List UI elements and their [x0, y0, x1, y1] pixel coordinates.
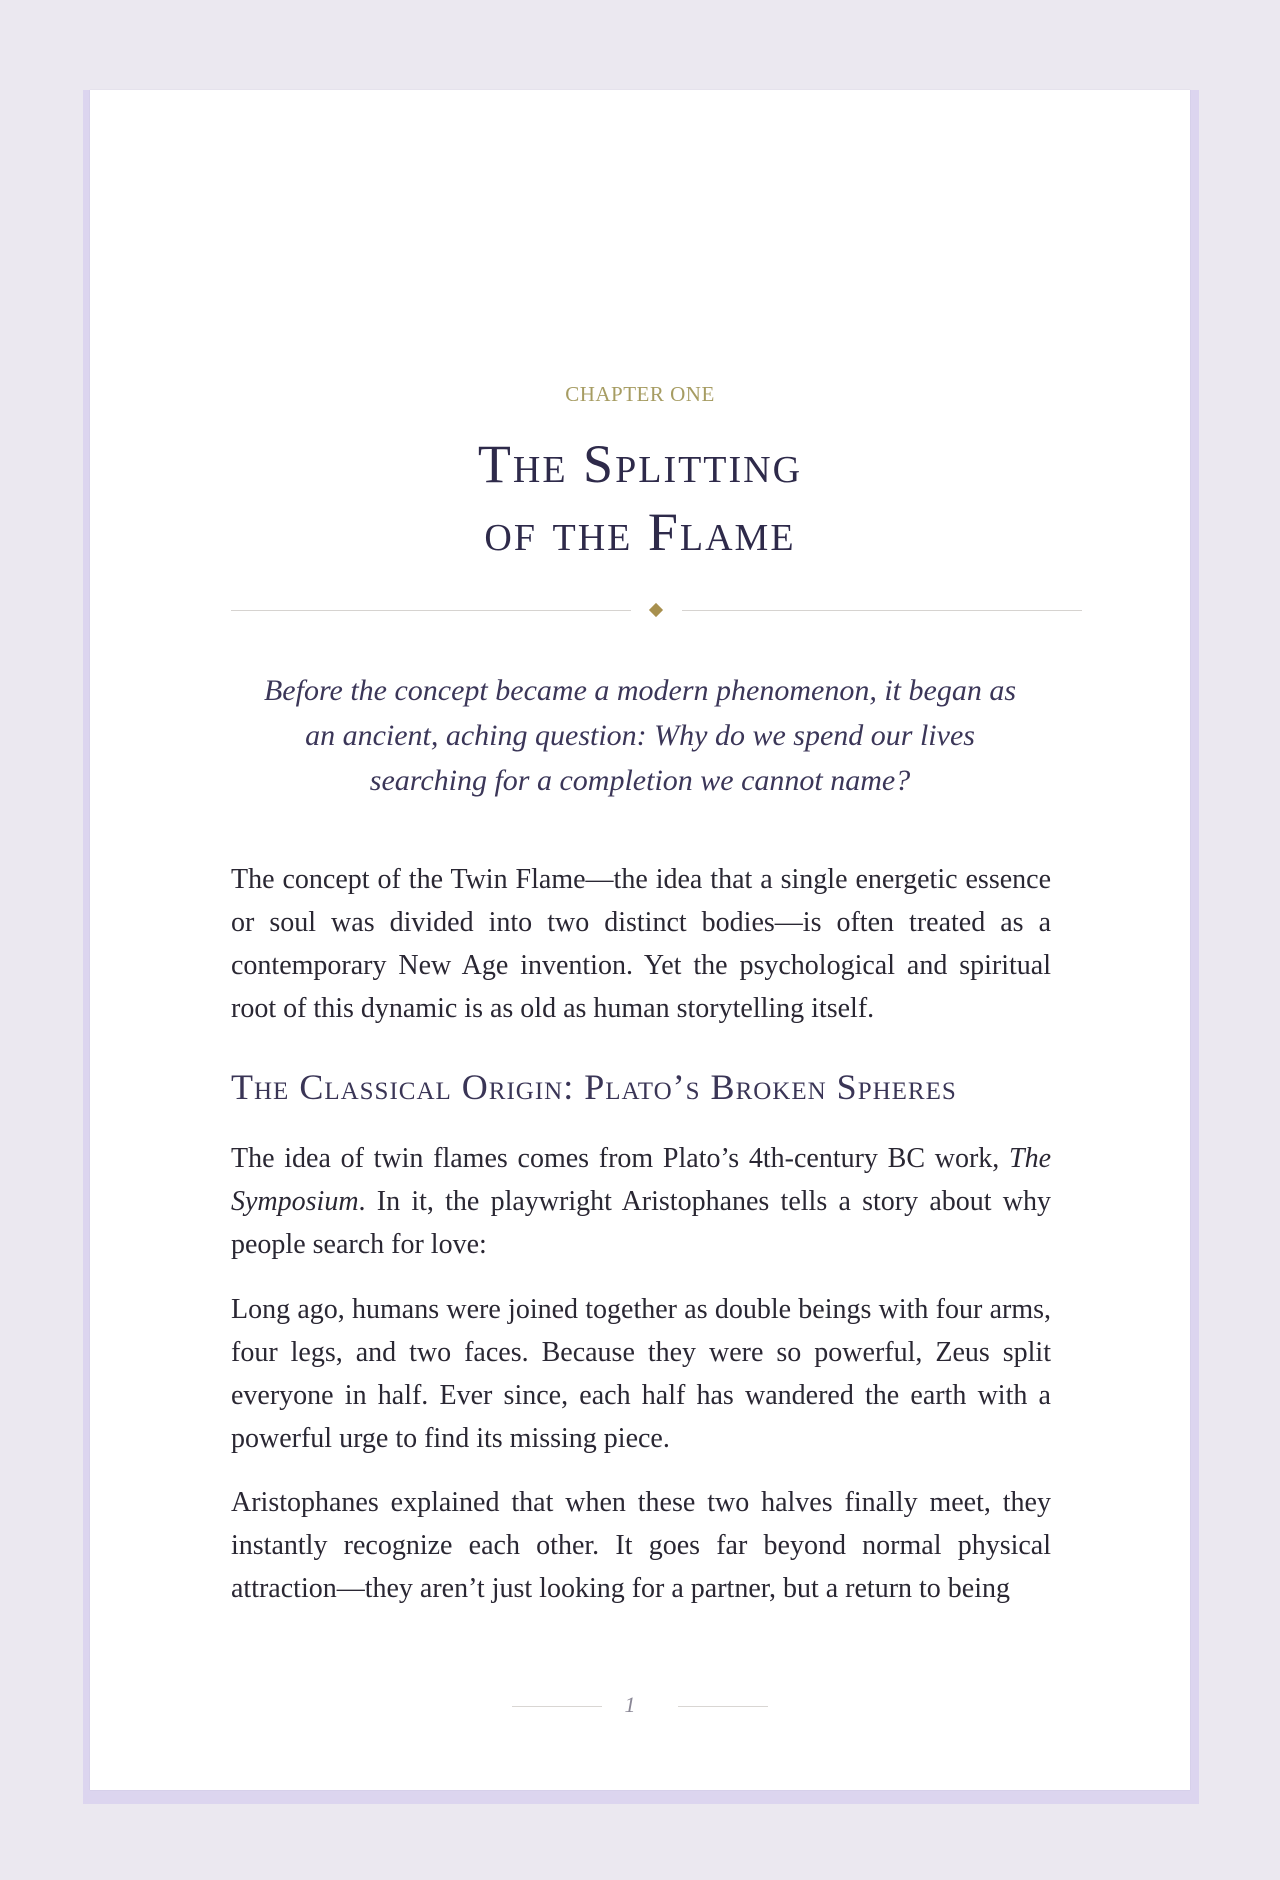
footer-line-left: [512, 1706, 602, 1707]
chapter-label: CHAPTER ONE: [565, 382, 715, 406]
chapter-title-line-1: The Splitting: [477, 434, 803, 494]
paragraph-recognition: Aristophanes explained that when these two halves finally meet, they instantly recognize each other. It goes far beyond normal physical attraction—they aren’t just looking for a partner, but a return to being: [231, 1487, 1051, 1604]
divider-line-left: [231, 610, 631, 611]
chapter-title-line-2: of the Flame: [484, 502, 796, 562]
paragraph-symposium: [231, 1137, 1051, 1266]
chapter-title: [90, 430, 1190, 566]
paragraph-symposium-text-2: . In it, the playwright Aristophanes tells a story about why people search for love:: [231, 1186, 1051, 1260]
page-number: 1: [624, 1692, 636, 1717]
book-page: [90, 90, 1190, 1790]
paragraph-myth: Long ago, humans were joined together as double beings with four arms, four legs, and two faces. Because they were so powerful, Zeus split everyone in half. Ever since, each half has wandered the earth with a powerful urge to find its missing piece.: [231, 1294, 1051, 1454]
paragraph-symposium-text-1: The idea of twin flames comes from Plato’s 4th-century BC work,: [231, 1143, 1009, 1174]
paragraph-intro: The concept of the Twin Flame—the idea that a single energetic essence or soul was divided into two distinct bodies—is often treated as a contemporary New Age invention. Yet the psychological and spiritual root of this dynamic is as old as human storytelling itself.: [231, 864, 1051, 1024]
divider-line-right: [682, 610, 1082, 611]
footer-line-right: [678, 1706, 768, 1707]
book-title-symposium: The Symposium: [231, 1143, 1051, 1217]
section-heading: The Classical Origin: Plato’s Broken Spheres: [231, 1067, 957, 1107]
epigraph: Before the concept became a modern phenomenon, it began as an ancient, aching question: Why do we spend our lives searching for a completion we cannot name?: [263, 674, 1016, 797]
diamond-ornament-icon: [649, 603, 663, 617]
